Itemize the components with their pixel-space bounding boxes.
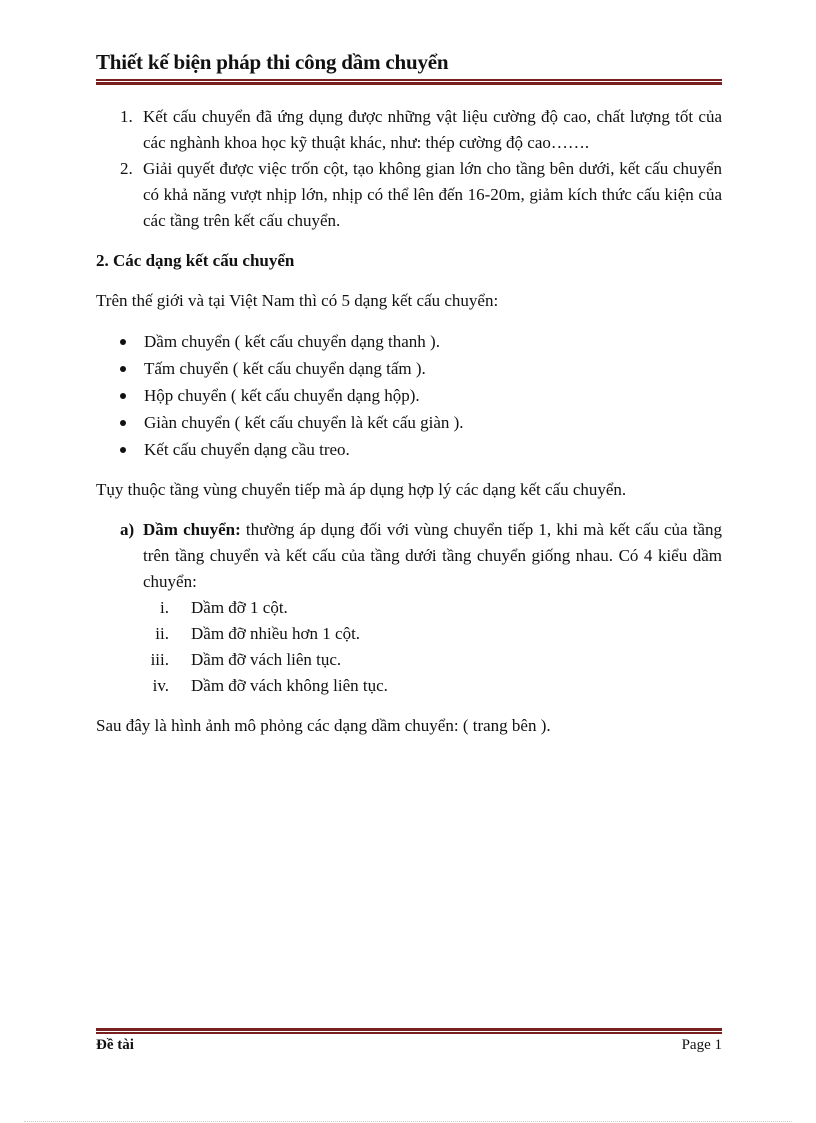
header-divider xyxy=(96,79,722,85)
list-number: 1. xyxy=(120,107,133,126)
sublist-item xyxy=(143,621,722,647)
sublist-text: Dầm đỡ vách liên tục. xyxy=(191,650,342,669)
bullet-dot-icon xyxy=(120,393,126,399)
list-item xyxy=(96,517,722,699)
page-title: Thiết kế biện pháp thi công dầm chuyển xyxy=(96,50,449,74)
list-letter: a) xyxy=(120,520,135,539)
sublist-text: Dầm đỡ nhiều hơn 1 cột. xyxy=(191,624,361,643)
roman-marker: ii. xyxy=(155,624,169,643)
page-number: Page 1 xyxy=(681,1037,722,1053)
closing-paragraph: Sau đây là hình ảnh mô phỏng các dạng dầm chuyển: ( trang bên ). xyxy=(96,716,551,735)
advantages-list xyxy=(96,104,722,234)
sublist-text: Dầm đỡ vách không liên tục. xyxy=(191,676,388,695)
item-text: thường áp dụng đối với vùng chuyển tiếp 1, khi mà kết cấu của tầng trên tầng chuyển và kết cấu của tầng dưới tầng chuyển giống nhau. Có 4 kiểu dầm chuyển: xyxy=(143,520,722,591)
bullet-text: Tấm chuyển ( kết cấu chuyển dạng tấm ). xyxy=(144,359,426,378)
bullet-text: Hộp chuyển ( kết cấu chuyển dạng hộp). xyxy=(144,386,420,405)
types-bullet-list xyxy=(96,328,722,463)
beam-subtypes-list xyxy=(143,595,722,699)
document-body xyxy=(96,104,722,739)
bullet-text: Dầm chuyển ( kết cấu chuyển dạng thanh ). xyxy=(144,332,440,351)
item-lead: Dầm chuyển: xyxy=(143,520,241,539)
bullet-text: Kết cấu chuyển dạng cầu treo. xyxy=(144,440,350,459)
bullet-item xyxy=(96,436,722,463)
bullet-item xyxy=(96,328,722,355)
list-text: Giải quyết được việc trốn cột, tạo không gian lớn cho tầng bên dưới, kết cấu chuyển có khả năng vượt nhịp lớn, nhịp có thể lên đến 16-20m, giảm kích thức cấu kiện của các tầng trên kết cấu chuyển. xyxy=(143,159,722,230)
roman-marker: iv. xyxy=(152,676,169,695)
bullet-dot-icon xyxy=(120,339,126,345)
sublist-item xyxy=(143,595,722,621)
usage-paragraph: Tụy thuộc tầng vùng chuyển tiếp mà áp dụng hợp lý các dạng kết cấu chuyển. xyxy=(96,480,627,499)
list-text: Kết cấu chuyển đã ứng dụng được những vật liệu cường độ cao, chất lượng tốt của các nghành khoa học kỹ thuật khác, như: thép cường độ cao……. xyxy=(143,107,722,152)
sublist-item xyxy=(143,647,722,673)
page-edge-divider xyxy=(24,1121,792,1122)
list-item xyxy=(96,104,722,156)
bullet-dot-icon xyxy=(120,366,126,372)
sublist-item xyxy=(143,673,722,699)
roman-marker: iii. xyxy=(150,650,169,669)
bullet-dot-icon xyxy=(120,447,126,453)
footer-label: Đề tài xyxy=(96,1037,134,1053)
section-intro: Trên thế giới và tại Việt Nam thì có 5 dạng kết cấu chuyển: xyxy=(96,291,499,310)
bullet-item xyxy=(96,382,722,409)
bullet-text: Giàn chuyển ( kết cấu chuyển là kết cấu giàn ). xyxy=(144,413,464,432)
beam-types-list xyxy=(96,517,722,699)
roman-marker: i. xyxy=(160,598,169,617)
footer-divider xyxy=(96,1028,722,1034)
list-number: 2. xyxy=(120,159,133,178)
sublist-text: Dầm đỡ 1 cột. xyxy=(191,598,288,617)
bullet-dot-icon xyxy=(120,420,126,426)
bullet-item xyxy=(96,409,722,436)
bullet-item xyxy=(96,355,722,382)
section-heading: 2. Các dạng kết cấu chuyển xyxy=(96,251,295,270)
list-item xyxy=(96,156,722,234)
